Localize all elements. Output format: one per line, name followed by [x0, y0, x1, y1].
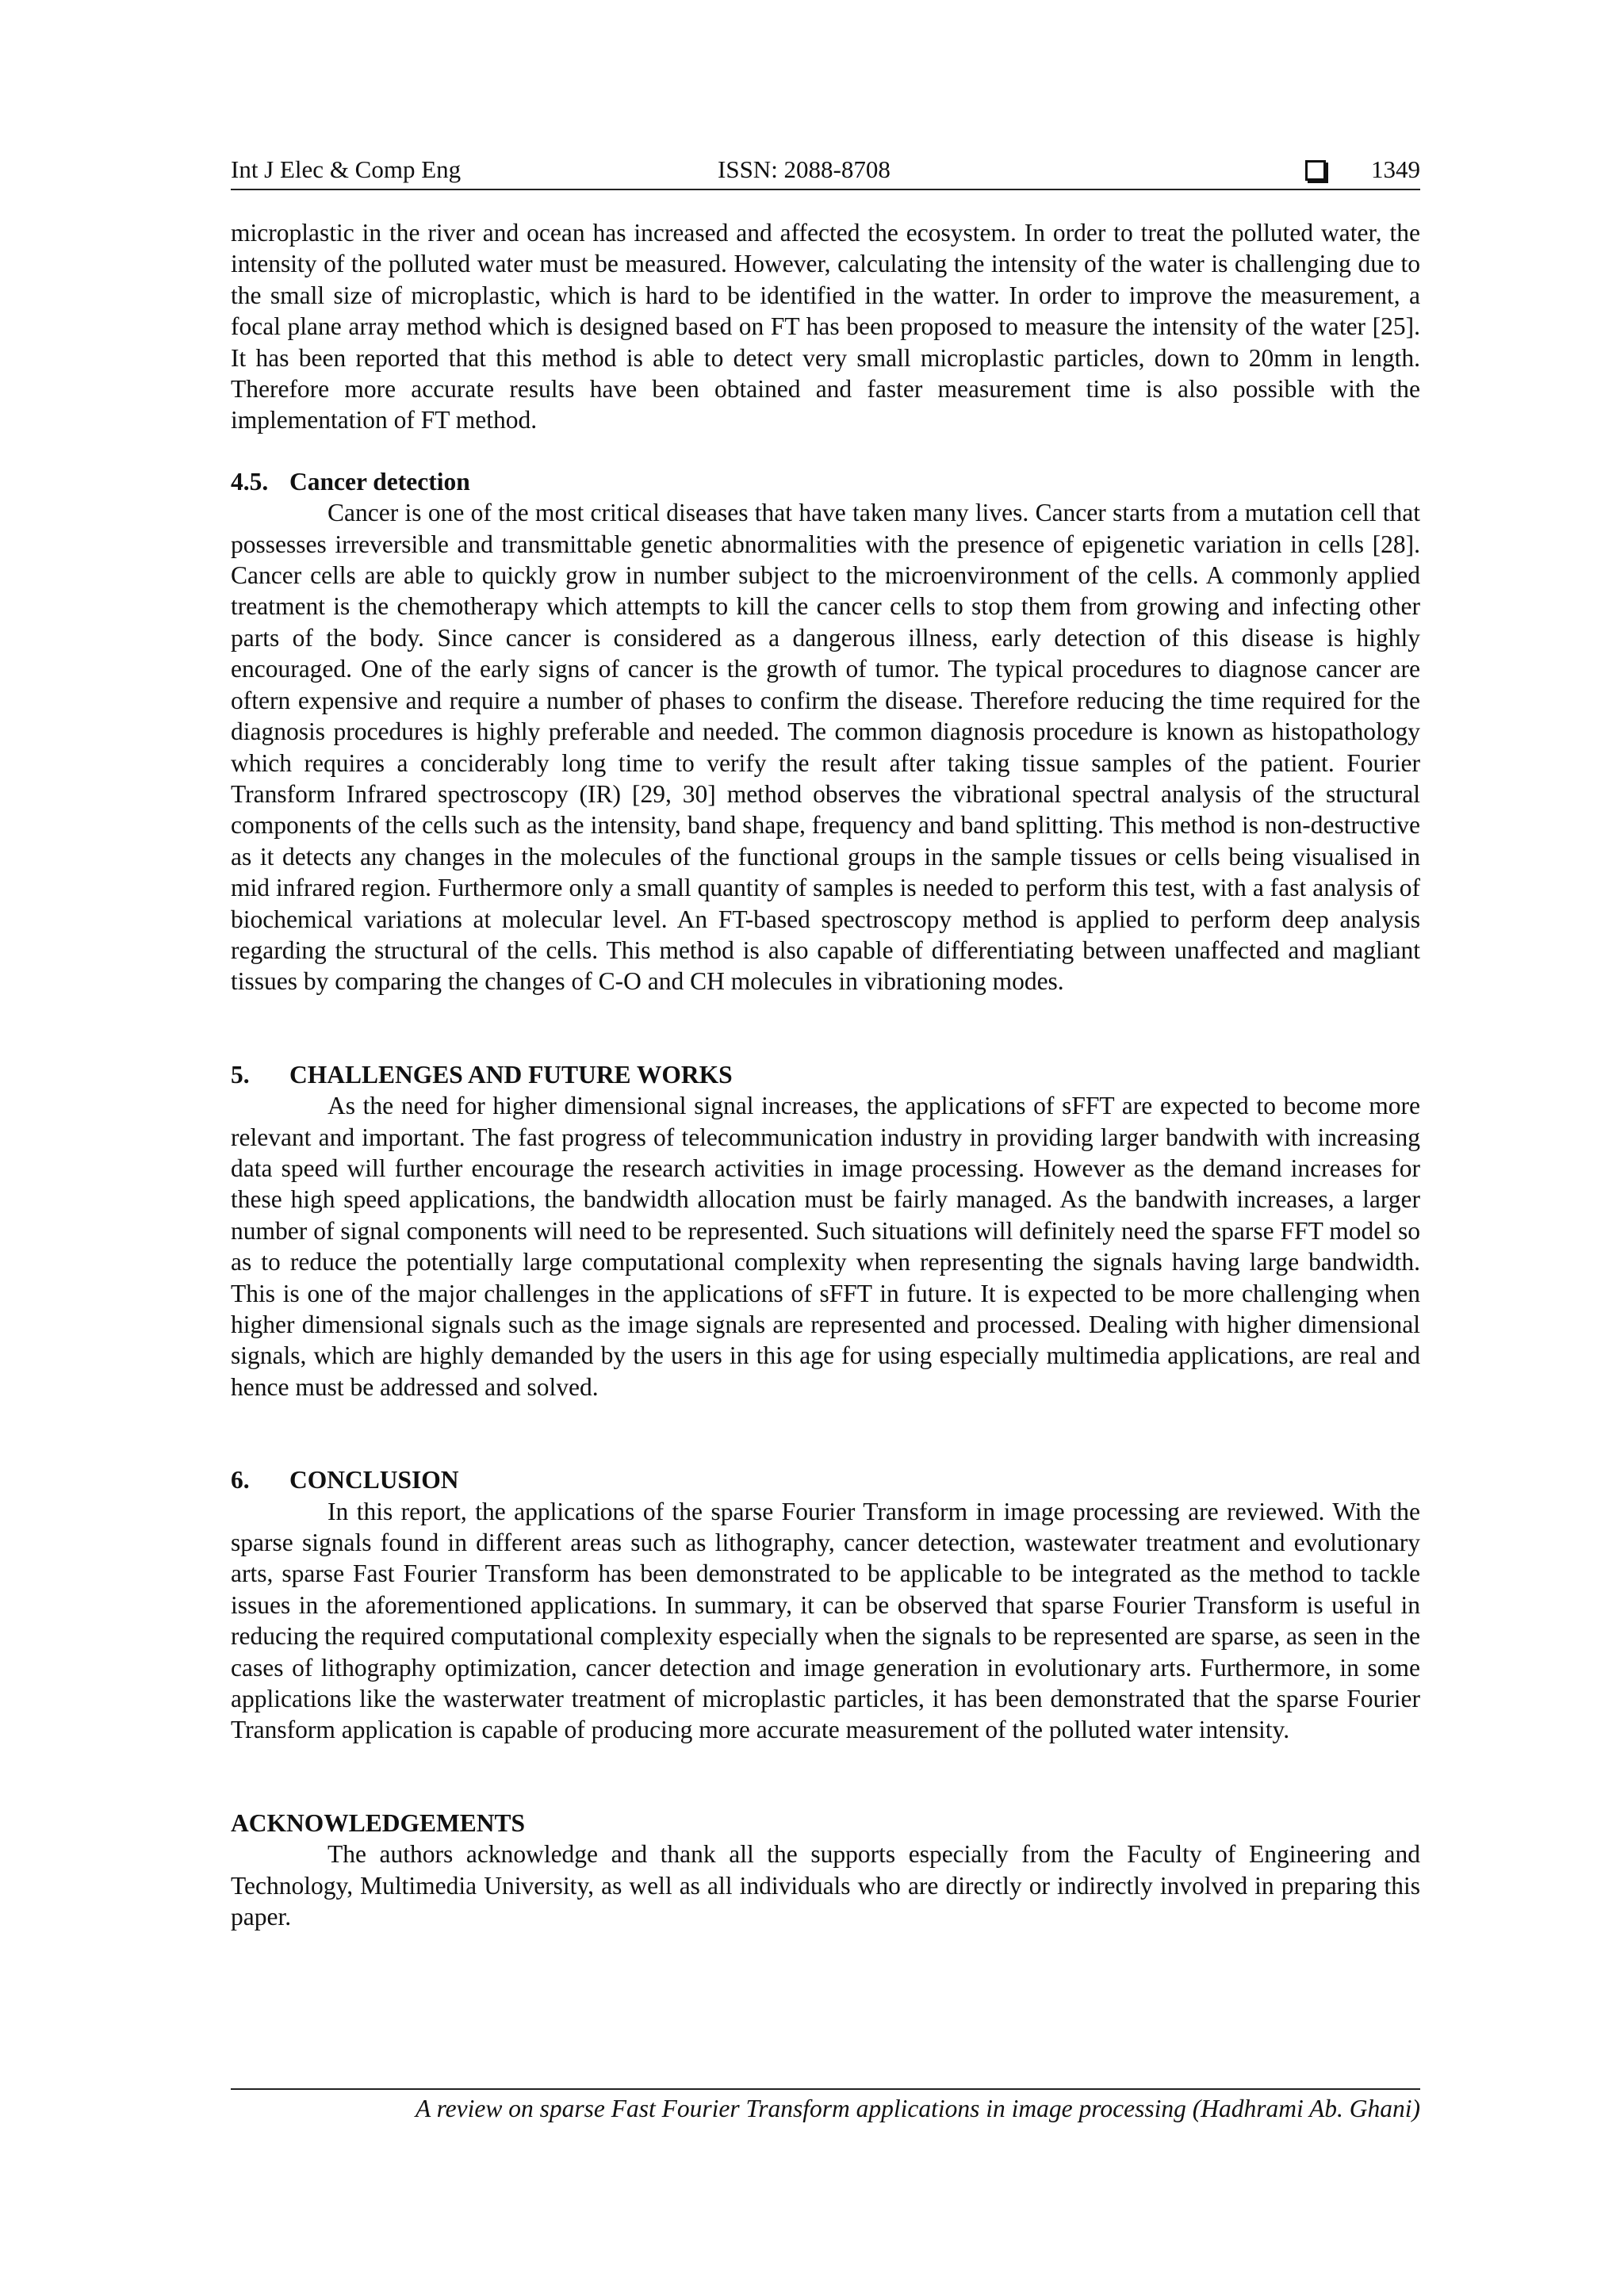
acknowledgements-paragraph: The authors acknowledge and thank all the supports especially from the Faculty of Engineering and Technology, Multimedia University, as well as all individuals who are directly or indirectly involved in preparing this paper. [231, 1840, 1420, 1931]
section-title: Cancer detection [289, 467, 470, 496]
page-body [231, 217, 1420, 1933]
section-title: CONCLUSION [289, 1466, 459, 1494]
section-number: 6. [231, 1466, 250, 1494]
page-header [231, 155, 1420, 190]
section-heading-conclusion [231, 1464, 1420, 1495]
section-number: 5. [231, 1060, 250, 1089]
cancer-paragraph: Cancer is one of the most critical diseases that have taken many lives. Cancer starts from a mutation cell that possesses irreversible and transmittable genetic abnormalities with the presence of epigenetic variation in cells [28]. Cancer cells are able to quickly grow in number subject to the microenvironment of the cells. A commonly applied treatment is the chemotherapy which attempts to kill the cancer cells to stop them from growing and infecting other parts of the body. Since cancer is considered as a dangerous illness, early detection of this disease is highly encouraged. One of the early signs of cancer is the growth of tumor. The typical procedures to diagnose cancer are oftern expensive and require a number of phases to confirm the disease. Therefore reducing the time required for the diagnosis procedures is highly preferable and needed. The common diagnosis procedure is known as histopathology which requires a conciderably long time to verify the result after taking tissue samples of the patient. Fourier Transform Infrared spectroscopy (IR) [29, 30] method observes the vibrational spectral analysis of the structural components of the cells such as the intensity, band shape, frequency and band splitting. This method is non-destructive as it detects any changes in the molecules of the functional groups in the sample tissues or cells being visualised in mid infrared region. Furthermore only a small quantity of samples is needed to perform this test, with a fast analysis of biochemical variations at molecular level. An FT-based spectroscopy method is applied to perform deep analysis regarding the structural of the cells. This method is also capable of differentiating between unaffected and magliant tissues by comparing the changes of C-O and CH molecules in vibrationing modes. [231, 499, 1420, 996]
page-number: 1349 [1371, 155, 1420, 183]
section-heading-acknowledgements: ACKNOWLEDGEMENTS [231, 1808, 526, 1837]
conclusion-paragraph: In this report, the applications of the sparse Fourier Transform in image processing are reviewed. With the sparse signals found in different areas such as lithography, cancer detection, wastewater treatment and evolutionary arts, sparse Fast Fourier Transform has been demonstrated to be applicable to be integrated as the method to tackle issues in the aforementioned applications. In summary, it can be observed that sparse Fourier Transform is useful in reducing the required computational complexity especially when the signals to be represented are sparse, as seen in the cases of lithography optimization, cancer detection and image generation in evolutionary arts. Furthermore, in some applications like the wasterwater treatment of microplastic particles, it has been demonstrated that the sparse Fourier Transform application is capable of producing more accurate measurement of the polluted water intensity. [231, 1497, 1420, 1744]
section-title: CHALLENGES AND FUTURE WORKS [289, 1060, 733, 1089]
section-heading-challenges [231, 1059, 1420, 1090]
section-heading-cancer [231, 466, 1420, 497]
challenges-paragraph: As the need for higher dimensional signal increases, the applications of sFFT are expected to become more relevant and important. The fast progress of telecommunication industry in providing larger bandwith with increasing data speed will further encourage the research activities in image processing. However as the demand increases for these high speed applications, the bandwidth allocation must be fairly managed. As the bandwith increases, a larger number of signal components will need to be represented. Such situations will definitely need the sparse FFT model so as to reduce the potentially large computational complexity when representing the signals having large bandwidth. This is one of the major challenges in the applications of sFFT in future. It is expected to be more challenging when higher dimensional signals such as the image signals are represented and processed. Dealing with higher dimensional signals, which are highly demanded by the users in this age for using especially multimedia applications, are real and hence must be addressed and solved. [231, 1092, 1420, 1401]
checkbox-square-icon [1305, 160, 1326, 181]
section-number: 4.5. [231, 467, 269, 496]
intro-paragraph: microplastic in the river and ocean has increased and affected the ecosystem. In order to treat the polluted water, the intensity of the polluted water must be measured. However, calculating the intensity of the water is challenging due to the small size of microplastic, which is hard to be identified in the watter. In order to improve the measurement, a focal plane array method which is designed based on FT has been proposed to measure the intensity of the water [25]. It has been reported that this method is able to detect very small microplastic particles, down to 20mm in length. Therefore more accurate results have been obtained and faster measurement time is also possible with the implementation of FT method. [231, 219, 1420, 434]
running-title: A review on sparse Fast Fourier Transform applications in image processing (Hadhrami Ab. Ghani) [416, 2095, 1420, 2122]
page-footer [231, 2088, 1420, 2123]
issn: ISSN: 2088-8708 [718, 155, 891, 183]
journal-name: Int J Elec & Comp Eng [231, 155, 462, 183]
